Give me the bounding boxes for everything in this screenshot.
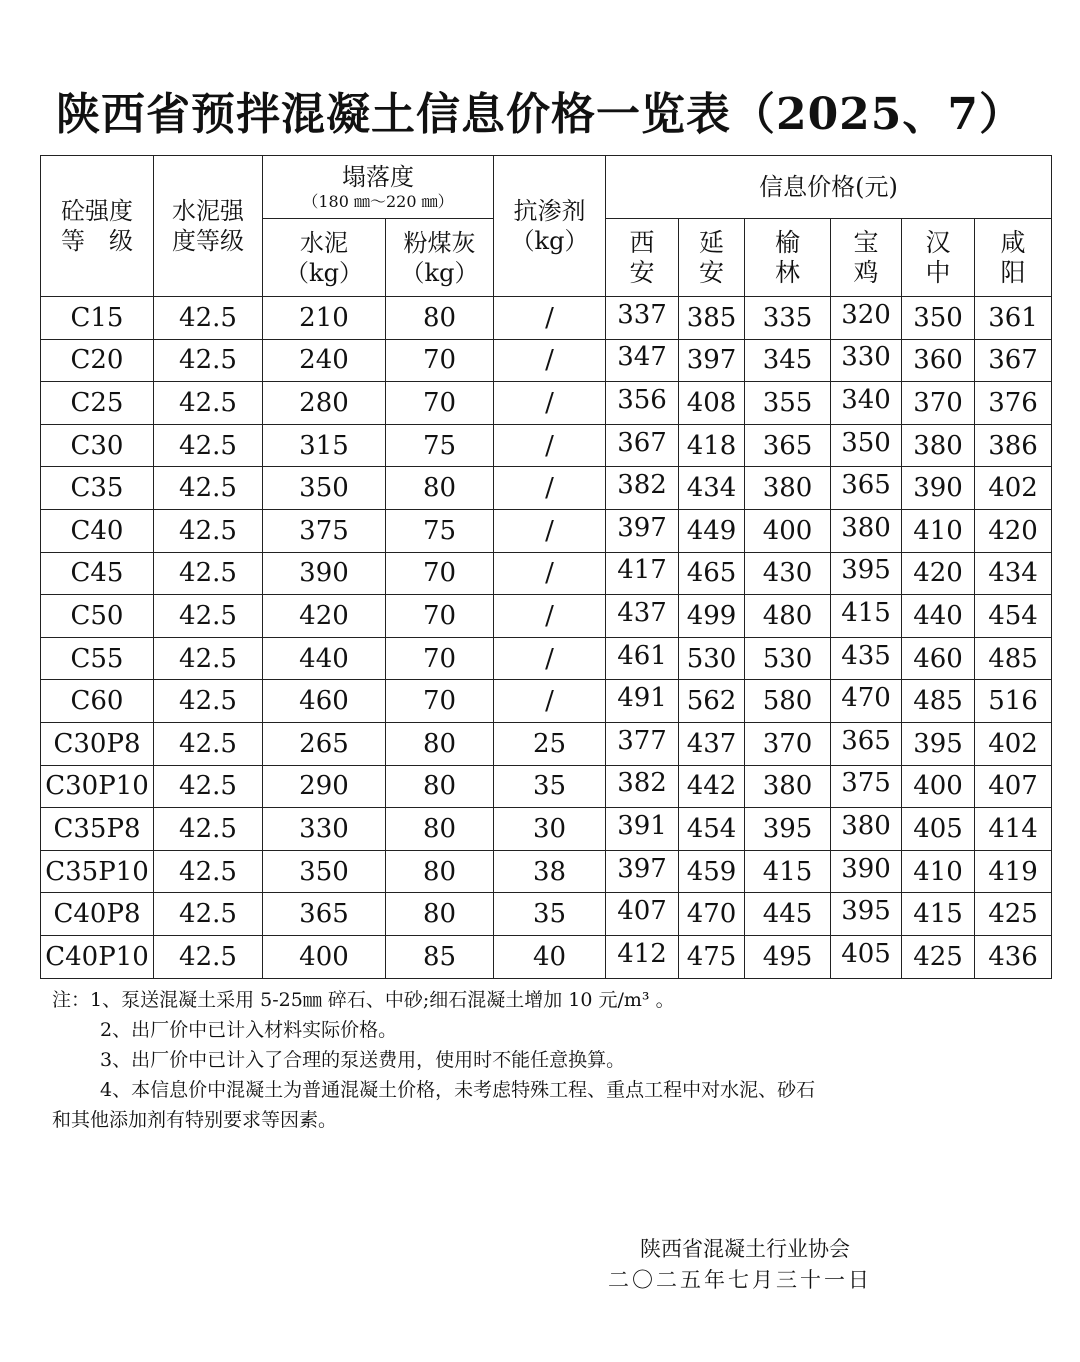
table-cell: 380: [745, 467, 831, 510]
table-row: [41, 637, 1052, 680]
table-cell: C30P8: [41, 722, 154, 765]
table-cell: 70: [386, 637, 494, 680]
table-cell: 210: [263, 297, 386, 340]
table-cell: 407: [606, 890, 679, 933]
header-grade-line2: 等 级: [61, 227, 133, 255]
table-cell: 437: [606, 592, 679, 635]
table-cell: 400: [263, 935, 386, 978]
table-cell: C45: [41, 552, 154, 595]
table-cell: 425: [902, 935, 975, 978]
table-cell: 380: [902, 424, 975, 467]
table-cell: 530: [745, 637, 831, 680]
table-cell: 70: [386, 339, 494, 382]
table-cell: 42.5: [154, 935, 263, 978]
table-cell: 417: [606, 549, 679, 592]
table-row: [41, 765, 1052, 808]
header-cement-grade: [154, 156, 263, 297]
header-city-xianyang: 咸 阳: [975, 219, 1052, 297]
table-row: [41, 467, 1052, 510]
table-cell: 408: [679, 382, 745, 425]
table-row: [41, 680, 1052, 723]
table-cell: 454: [679, 808, 745, 851]
table-row: [41, 552, 1052, 595]
table-row: [41, 382, 1052, 425]
table-cell: 42.5: [154, 382, 263, 425]
header-city-xian: 西 安: [606, 219, 679, 297]
table-cell: 355: [745, 382, 831, 425]
table-cell: 367: [975, 339, 1052, 382]
table-cell: 434: [679, 467, 745, 510]
table-cell: 365: [831, 464, 902, 507]
table-cell: 461: [606, 634, 679, 677]
note-2: 2、出厂价中已计入材料实际价格。: [100, 1019, 398, 1041]
table-cell: 420: [263, 595, 386, 638]
issue-date: 二〇二五年七月三十一日: [608, 1268, 872, 1292]
header-flyash-line2: （kg）: [400, 258, 479, 287]
table-cell: 25: [494, 722, 606, 765]
table-cell: 330: [831, 336, 902, 379]
table-cell: 42.5: [154, 297, 263, 340]
table-cell: 405: [831, 932, 902, 975]
table-cell: 42.5: [154, 595, 263, 638]
header-price: [606, 156, 1052, 219]
table-cell: 436: [975, 935, 1052, 978]
table-cell: 42.5: [154, 509, 263, 552]
table-cell: 410: [902, 850, 975, 893]
table-row: [41, 339, 1052, 382]
table-cell: 80: [386, 467, 494, 510]
table-cell: 419: [975, 850, 1052, 893]
table-cell: 382: [606, 464, 679, 507]
price-table: [40, 155, 1052, 979]
table-cell: 280: [263, 382, 386, 425]
table-cell: 42.5: [154, 722, 263, 765]
issuing-organization: 陕西省混凝土行业协会: [640, 1237, 850, 1261]
table-cell: 350: [831, 421, 902, 464]
table-cell: /: [494, 424, 606, 467]
table-cell: 395: [902, 722, 975, 765]
table-cell: 80: [386, 893, 494, 936]
table-cell: 460: [263, 680, 386, 723]
table-cell: /: [494, 595, 606, 638]
table-cell: 449: [679, 509, 745, 552]
table-cell: 580: [745, 680, 831, 723]
table-cell: 356: [606, 379, 679, 422]
table-cell: 370: [745, 722, 831, 765]
table-cell: 382: [606, 762, 679, 805]
header-flyash: [386, 219, 494, 297]
table-row: [41, 722, 1052, 765]
table-cell: C35: [41, 467, 154, 510]
header-cement-line1: 水泥: [300, 228, 348, 257]
table-cell: 35: [494, 893, 606, 936]
table-cell: 412: [606, 932, 679, 975]
table-cell: 397: [679, 339, 745, 382]
note-1: 注：1、泵送混凝土采用 5-25㎜ 碎石、中砂;细石混凝土增加 10 元/m³ 。: [52, 989, 675, 1011]
price-table-body: [41, 297, 1052, 979]
table-cell: 386: [975, 424, 1052, 467]
table-cell: 390: [831, 847, 902, 890]
table-cell: 42.5: [154, 893, 263, 936]
table-cell: 38: [494, 850, 606, 893]
table-cell: 390: [263, 552, 386, 595]
table-row: [41, 893, 1052, 936]
header-cement-line2: （kg）: [285, 258, 363, 287]
table-cell: 407: [975, 765, 1052, 808]
header-flyash-line1: 粉煤灰: [403, 228, 476, 257]
table-cell: 265: [263, 722, 386, 765]
table-cell: 315: [263, 424, 386, 467]
header-slump-label: 塌落度: [342, 163, 414, 191]
table-cell: 480: [745, 595, 831, 638]
header-grade: [41, 156, 154, 297]
table-cell: 70: [386, 595, 494, 638]
table-cell: 340: [831, 379, 902, 422]
table-cell: /: [494, 637, 606, 680]
table-cell: 380: [831, 805, 902, 848]
table-cell: C50: [41, 595, 154, 638]
table-cell: C40P10: [41, 935, 154, 978]
table-cell: 240: [263, 339, 386, 382]
table-cell: 397: [606, 506, 679, 549]
header-agent: [494, 156, 606, 297]
table-cell: 40: [494, 935, 606, 978]
table-cell: 420: [902, 552, 975, 595]
table-row: [41, 808, 1052, 851]
table-cell: 405: [902, 808, 975, 851]
table-cell: 475: [679, 935, 745, 978]
header-cement: [263, 219, 386, 297]
table-cell: 320: [831, 294, 902, 337]
header-price-label: 信息价格(元): [759, 173, 898, 201]
table-cell: 70: [386, 680, 494, 723]
table-cell: 440: [902, 595, 975, 638]
table-cell: 85: [386, 935, 494, 978]
table-cell: 491: [606, 677, 679, 720]
table-cell: 415: [902, 893, 975, 936]
table-cell: 365: [745, 424, 831, 467]
table-cell: 395: [831, 549, 902, 592]
table-cell: 347: [606, 336, 679, 379]
table-cell: 435: [831, 634, 902, 677]
table-cell: C30: [41, 424, 154, 467]
table-cell: 80: [386, 765, 494, 808]
table-cell: C55: [41, 637, 154, 680]
table-cell: 562: [679, 680, 745, 723]
table-cell: 350: [902, 297, 975, 340]
table-cell: 397: [606, 847, 679, 890]
table-row: [41, 935, 1052, 978]
table-cell: 330: [263, 808, 386, 851]
table-cell: 375: [263, 509, 386, 552]
header-slump-range: （180 ㎜～220 ㎜）: [302, 192, 454, 211]
table-cell: 370: [902, 382, 975, 425]
table-cell: 440: [263, 637, 386, 680]
table-row: [41, 850, 1052, 893]
table-cell: 459: [679, 850, 745, 893]
table-cell: 499: [679, 595, 745, 638]
table-cell: 42.5: [154, 808, 263, 851]
table-cell: 460: [902, 637, 975, 680]
table-cell: 420: [975, 509, 1052, 552]
table-cell: 380: [745, 765, 831, 808]
table-cell: 485: [902, 680, 975, 723]
table-cell: /: [494, 339, 606, 382]
table-cell: 80: [386, 808, 494, 851]
header-city-yulin: 榆 林: [745, 219, 831, 297]
table-cell: 376: [975, 382, 1052, 425]
table-cell: 430: [745, 552, 831, 595]
table-cell: 390: [902, 467, 975, 510]
table-cell: 350: [263, 850, 386, 893]
header-cement-grade-line1: 水泥强: [172, 197, 244, 225]
table-cell: 410: [902, 509, 975, 552]
table-cell: 395: [745, 808, 831, 851]
table-cell: 400: [745, 509, 831, 552]
table-cell: 470: [831, 677, 902, 720]
table-cell: 290: [263, 765, 386, 808]
table-cell: 335: [745, 297, 831, 340]
table-cell: C25: [41, 382, 154, 425]
table-row: [41, 509, 1052, 552]
table-cell: 495: [745, 935, 831, 978]
table-cell: 42.5: [154, 467, 263, 510]
table-cell: 42.5: [154, 552, 263, 595]
table-row: [41, 424, 1052, 467]
table-cell: 75: [386, 424, 494, 467]
header-cement-grade-line2: 度等级: [172, 227, 244, 255]
table-cell: 42.5: [154, 637, 263, 680]
table-cell: 80: [386, 722, 494, 765]
table-cell: C35P10: [41, 850, 154, 893]
table-cell: 391: [606, 805, 679, 848]
table-cell: 42.5: [154, 424, 263, 467]
table-cell: 345: [745, 339, 831, 382]
table-cell: 437: [679, 722, 745, 765]
table-cell: 361: [975, 297, 1052, 340]
table-cell: 80: [386, 297, 494, 340]
table-row: [41, 297, 1052, 340]
table-cell: 375: [831, 762, 902, 805]
table-cell: C15: [41, 297, 154, 340]
table-cell: 414: [975, 808, 1052, 851]
table-cell: 80: [386, 850, 494, 893]
table-cell: 42.5: [154, 680, 263, 723]
table-cell: 445: [745, 893, 831, 936]
header-city-yanan: 延 安: [679, 219, 745, 297]
table-cell: /: [494, 509, 606, 552]
table-cell: 425: [975, 893, 1052, 936]
table-cell: 360: [902, 339, 975, 382]
table-cell: 402: [975, 722, 1052, 765]
table-cell: 365: [263, 893, 386, 936]
header-row-1: [41, 156, 1052, 219]
table-cell: 485: [975, 637, 1052, 680]
table-cell: 70: [386, 382, 494, 425]
table-cell: 337: [606, 294, 679, 337]
table-cell: 35: [494, 765, 606, 808]
header-city-baoji: 宝 鸡: [831, 219, 902, 297]
table-cell: /: [494, 552, 606, 595]
table-cell: 70: [386, 552, 494, 595]
table-cell: 42.5: [154, 339, 263, 382]
table-cell: /: [494, 680, 606, 723]
table-cell: 377: [606, 719, 679, 762]
table-cell: 365: [831, 719, 902, 762]
header-agent-line1: 抗渗剂: [513, 197, 586, 225]
table-cell: 442: [679, 765, 745, 808]
table-cell: /: [494, 382, 606, 425]
header-agent-line2: （kg）: [510, 227, 589, 255]
table-cell: 465: [679, 552, 745, 595]
table-cell: C30P10: [41, 765, 154, 808]
note-3: 3、出厂价中已计入了合理的泵送费用，使用时不能任意换算。: [100, 1049, 626, 1071]
table-cell: 42.5: [154, 850, 263, 893]
table-cell: 350: [263, 467, 386, 510]
table-cell: 530: [679, 637, 745, 680]
table-cell: 42.5: [154, 765, 263, 808]
table-cell: C20: [41, 339, 154, 382]
table-cell: 395: [831, 890, 902, 933]
table-cell: 367: [606, 421, 679, 464]
table-cell: 385: [679, 297, 745, 340]
table-row: [41, 595, 1052, 638]
table-cell: 470: [679, 893, 745, 936]
table-cell: /: [494, 297, 606, 340]
table-cell: C35P8: [41, 808, 154, 851]
table-cell: 418: [679, 424, 745, 467]
header-grade-line1: 砼强度: [61, 197, 133, 225]
note-4-continued: 和其他添加剂有特别要求等因素。: [52, 1109, 338, 1131]
table-cell: C40: [41, 509, 154, 552]
header-city-hanzhong: 汉 中: [902, 219, 975, 297]
page-title: 陕西省预拌混凝土信息价格一览表（2025、7）: [55, 89, 1025, 140]
table-cell: 400: [902, 765, 975, 808]
table-cell: 516: [975, 680, 1052, 723]
table-cell: 415: [831, 592, 902, 635]
table-cell: C60: [41, 680, 154, 723]
table-cell: 75: [386, 509, 494, 552]
notes-section: [52, 985, 1012, 1135]
table-cell: 415: [745, 850, 831, 893]
table-cell: 402: [975, 467, 1052, 510]
header-slump: [263, 156, 494, 219]
table-cell: 30: [494, 808, 606, 851]
note-4: 4、本信息价中混凝土为普通混凝土价格，未考虑特殊工程、重点工程中对水泥、砂石: [100, 1079, 816, 1101]
table-cell: /: [494, 467, 606, 510]
table-cell: C40P8: [41, 893, 154, 936]
table-cell: 380: [831, 506, 902, 549]
table-cell: 454: [975, 595, 1052, 638]
table-cell: 434: [975, 552, 1052, 595]
